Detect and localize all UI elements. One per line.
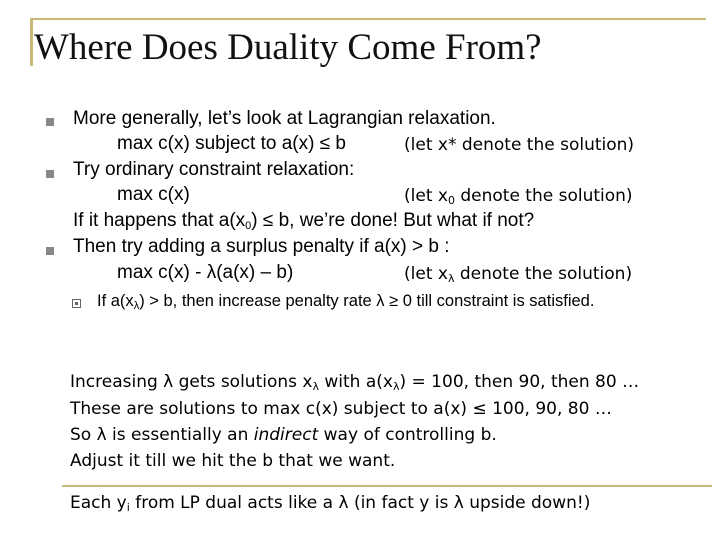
bottom-rule xyxy=(62,485,712,487)
note2-sub: 0 xyxy=(447,194,455,207)
sb-post: ) > b, then increase penalty rate λ ≥ 0 till constraint is satisfied. xyxy=(139,292,595,310)
b1-c: ) = 100, then 90, then 80 … xyxy=(399,372,640,392)
block-line-2: These are solutions to max c(x) subject to a(x) ≤ 100, 90, 80 … xyxy=(70,399,612,419)
block-line-4: Adjust it till we hit the b that we want. xyxy=(70,451,396,471)
formula-line-2: max c(x) xyxy=(117,184,190,205)
note4-post: denote the solution) xyxy=(454,264,633,284)
bullet-marker-2 xyxy=(46,170,54,178)
footer-b: from LP dual acts like a λ (in fact y is λ upside down!) xyxy=(129,493,591,513)
note2-pre: (let x xyxy=(404,186,448,206)
note2-post: denote the solution) xyxy=(454,186,633,206)
note4-sub: λ xyxy=(447,272,455,285)
b3-italic: indirect xyxy=(253,425,319,445)
b1-sub2: λ xyxy=(392,380,400,393)
note-line-4 xyxy=(404,264,632,285)
l3-sub: 0 xyxy=(245,220,252,232)
sb-pre: If a(x xyxy=(97,292,134,310)
b1-sub: λ xyxy=(312,380,319,393)
sub-bullet-text xyxy=(97,292,594,312)
bullet-marker-3 xyxy=(46,247,54,255)
title-rule-horizontal xyxy=(30,18,706,20)
note4-pre: (let x xyxy=(404,264,448,284)
bullet-text-1: More generally, let’s look at Lagrangian relaxation. xyxy=(73,108,496,129)
footer-line xyxy=(70,493,590,514)
note-line-2 xyxy=(404,186,633,207)
bullet-text-2: Try ordinary constraint relaxation: xyxy=(73,159,355,180)
b3-b: way of controlling b. xyxy=(318,425,497,445)
b3-a: So λ is essentially an xyxy=(70,425,254,445)
formula-line-1: max c(x) subject to a(x) ≤ b xyxy=(117,133,346,154)
title-rule-vertical xyxy=(30,18,33,66)
sub-bullet-marker xyxy=(72,299,81,308)
block-line-1 xyxy=(70,372,639,393)
bullet-marker-1 xyxy=(46,118,54,126)
l3-post: ) ≤ b, we’re done! But what if not? xyxy=(251,210,535,231)
l3-pre: If it happens that a(x xyxy=(73,210,246,231)
note-line-1: (let x* denote the solution) xyxy=(404,135,635,155)
slide-title: Where Does Duality Come From? xyxy=(34,27,542,68)
b1-a: Increasing λ gets solutions x xyxy=(70,372,313,392)
block-line-3 xyxy=(70,425,497,445)
footer-a: Each y xyxy=(70,493,127,513)
footer-sub: i xyxy=(126,501,130,514)
bullet-text-3: Then try adding a surplus penalty if a(x) > b : xyxy=(73,236,450,257)
text-line-3 xyxy=(73,210,534,232)
sb-sub: λ xyxy=(133,300,140,312)
b1-b: with a(x xyxy=(318,372,393,392)
formula-line-4: max c(x) - λ(a(x) – b) xyxy=(117,262,294,283)
